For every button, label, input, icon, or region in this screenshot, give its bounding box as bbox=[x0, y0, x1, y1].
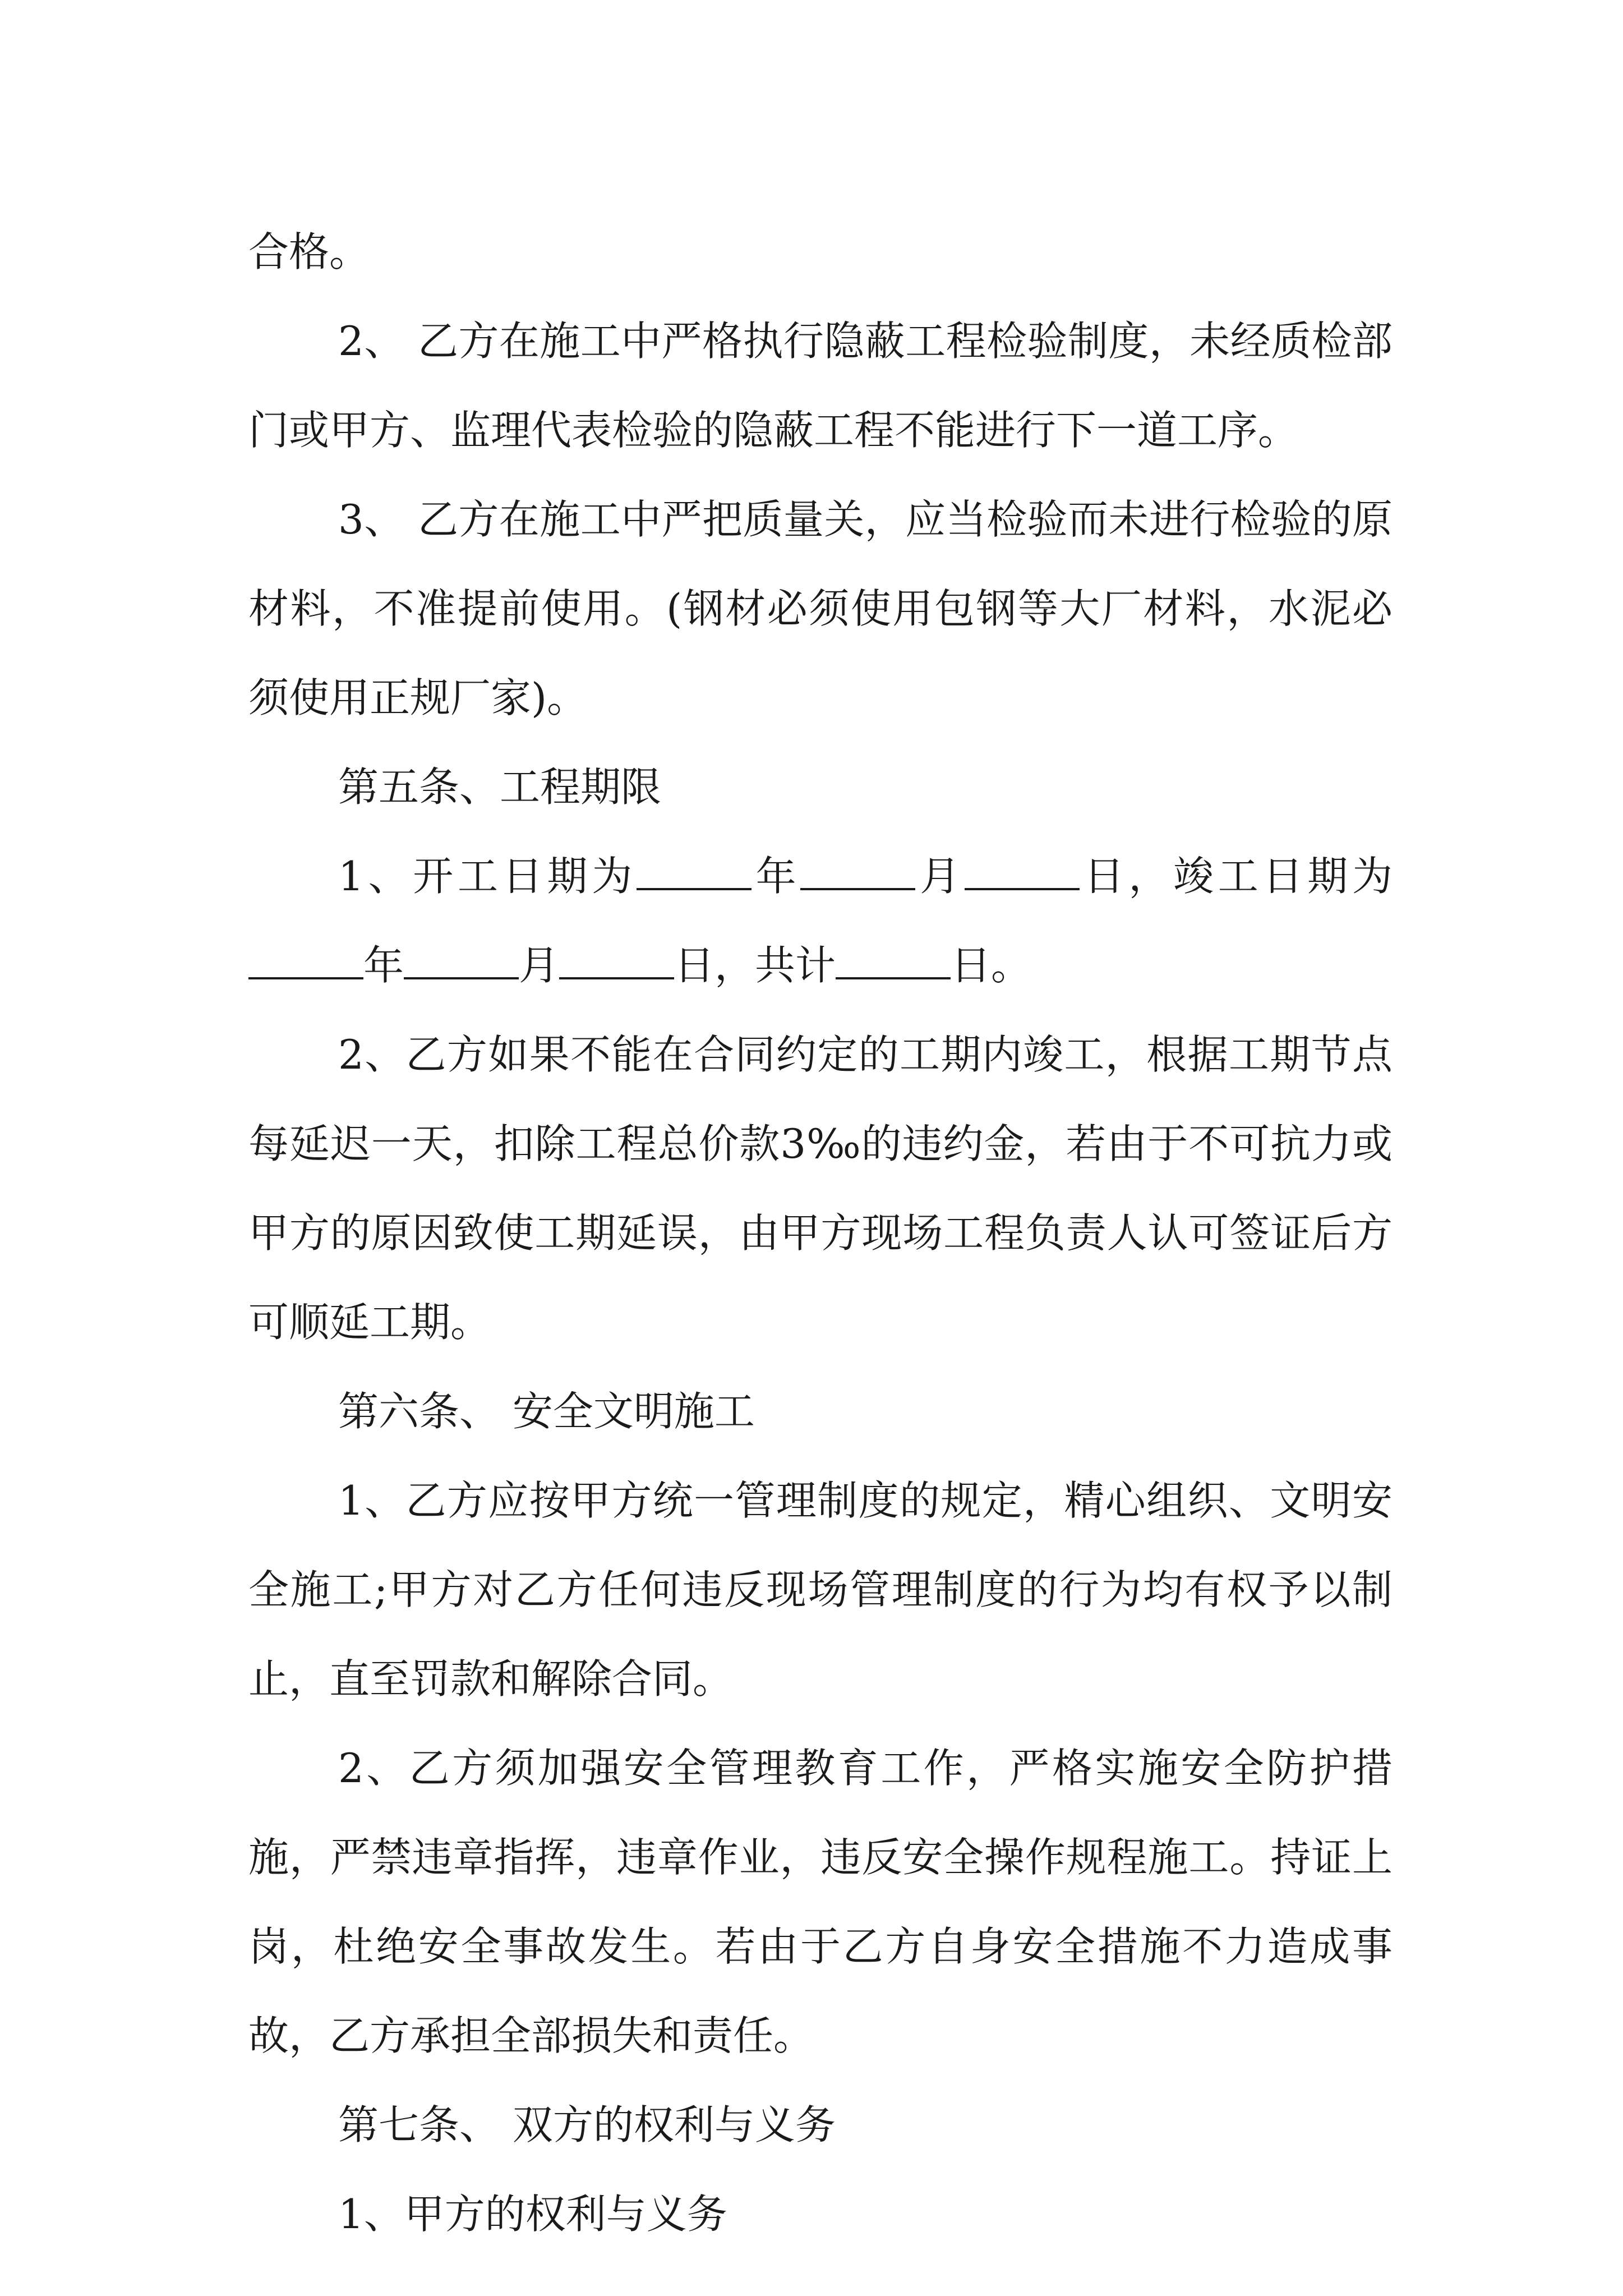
document-page bbox=[248, 208, 1393, 2259]
dates-text-month: 月 bbox=[915, 853, 965, 900]
paragraph-continuation: 合格。 bbox=[248, 228, 370, 275]
section-heading-article-7: 第七条、 双方的权利与义务 bbox=[338, 2101, 836, 2148]
paragraph-dates bbox=[248, 832, 1393, 1010]
dates-text-completion: 日，竣工日期为 bbox=[1079, 853, 1393, 900]
paragraph-item-2-concealed-inspection: 2、 乙方在施工中严格执行隐蔽工程检验制度，未经质检部门或甲方、监理代表检验的隐蔽工程不能进行下一道工序。 bbox=[248, 318, 1393, 454]
blank-start-month bbox=[800, 857, 915, 890]
dates-text-total: 日，共计 bbox=[674, 942, 836, 989]
section-heading-article-6: 第六条、 安全文明施工 bbox=[338, 1388, 755, 1435]
dates-text-start: 1、开工日期为 bbox=[338, 853, 637, 900]
dates-text-year: 年 bbox=[751, 853, 801, 900]
dates-text-end-month: 月 bbox=[519, 942, 560, 989]
blank-end-day bbox=[559, 946, 674, 979]
blank-end-month bbox=[404, 946, 519, 979]
paragraph-safety-management: 1、乙方应按甲方统一管理制度的规定，精心组织、文明安全施工;甲方对乙方任何违反现场管理制度的行为均有权予以制止，直至罚款和解除合同。 bbox=[248, 1477, 1393, 1703]
blank-total-days bbox=[836, 946, 951, 979]
section-heading-article-5: 第五条、工程期限 bbox=[338, 763, 662, 811]
blank-start-day bbox=[965, 857, 1080, 890]
blank-start-year bbox=[637, 857, 751, 890]
blank-end-year bbox=[248, 946, 363, 979]
dates-text-days: 日。 bbox=[951, 942, 1032, 989]
paragraph-delay-penalty: 2、乙方如果不能在合同约定的工期内竣工，根据工期节点每延迟一天，扣除工程总价款3‰的违约金，若由于不可抗力或甲方的原因致使工期延误，由甲方现场工程负责人认可签证后方可顺延工期。 bbox=[248, 1031, 1393, 1346]
paragraph-item-3-material-quality: 3、 乙方在施工中严把质量关，应当检验而未进行检验的原材料，不准提前使用。(钢材必须使用包钢等大厂材料，水泥必须使用正规厂家)。 bbox=[248, 496, 1393, 721]
paragraph-safety-education: 2、乙方须加强安全管理教育工作，严格实施安全防护措施，严禁违章指挥，违章作业，违反安全操作规程施工。持证上岗，杜绝安全事故发生。若由于乙方自身安全措施不力造成事故，乙方承担全部损失和责任。 bbox=[248, 1745, 1393, 2059]
paragraph-party-a-rights: 1、甲方的权利与义务 bbox=[338, 2191, 727, 2238]
dates-text-end-year: 年 bbox=[363, 942, 404, 989]
